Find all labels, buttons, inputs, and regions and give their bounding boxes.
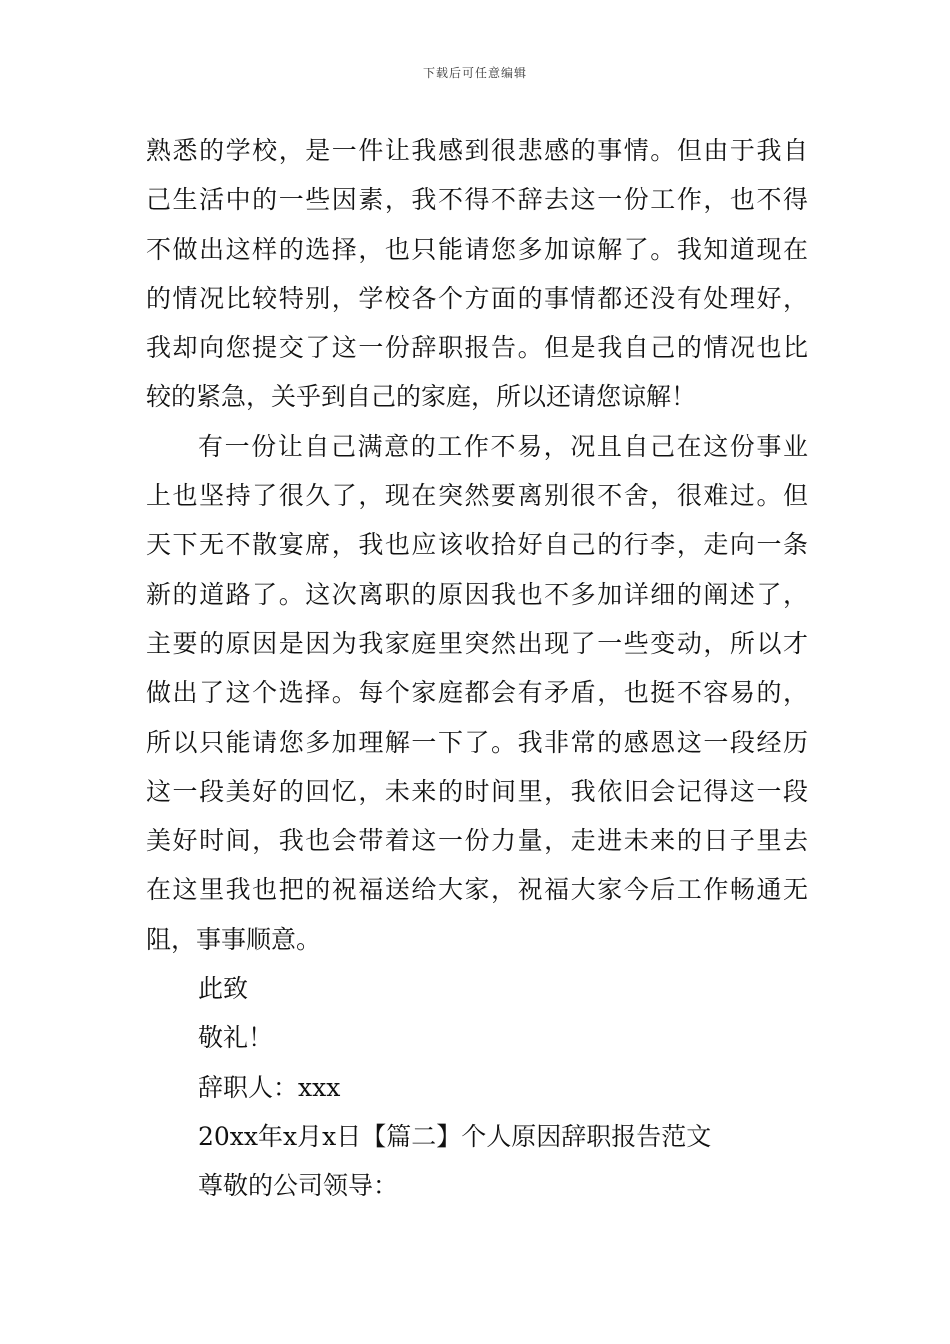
text-line: 天下无不散宴席，我也应该收拾好自己的行李，走向一条 — [146, 530, 808, 560]
text-line: 的情况比较特别，学校各个方面的事情都还没有处理好， — [146, 283, 808, 313]
text-line: 新的道路了。这次离职的原因我也不多加详细的阐述了， — [146, 579, 808, 609]
text-line: 这一段美好的回忆，未来的时间里，我依旧会记得这一段 — [146, 776, 808, 806]
text-line: 在这里我也把的祝福送给大家，祝福大家今后工作畅通无 — [146, 875, 808, 905]
text-line: 不做出这样的选择，也只能请您多加谅解了。我知道现在 — [146, 234, 808, 264]
text-line: 较的紧急，关乎到自己的家庭，所以还请您谅解！ — [146, 382, 697, 412]
page-header: 下载后可任意编辑 — [422, 66, 527, 80]
signer-line: 辞职人：xxx — [198, 1072, 341, 1102]
text-line: 所以只能请您多加理解一下了。我非常的感恩这一段经历 — [146, 727, 808, 757]
document-body — [146, 126, 808, 1211]
text-line: 美好时间，我也会带着这一份力量，走进未来的日子里去 — [146, 826, 808, 856]
letter-greeting: 尊敬的公司领导： — [198, 1171, 399, 1201]
text-line: 我却向您提交了这一份辞职报告。但是我自己的情况也比 — [146, 333, 808, 363]
paragraph-2 — [146, 422, 808, 964]
text-line: 上也坚持了很久了，现在突然要离别很不舍，很难过。但 — [146, 481, 808, 511]
closing-regards: 敬礼！ — [198, 1023, 274, 1053]
text-line: 熟悉的学校，是一件让我感到很悲感的事情。但由于我自 — [146, 136, 808, 165]
closing-salutation: 此致 — [198, 974, 249, 1004]
letter-closing — [146, 964, 808, 1210]
text-line: 主要的原因是因为我家庭里突然出现了一些变动，所以才 — [146, 628, 808, 658]
text-line: 有一份让自己满意的工作不易，况且自己在这份事业 — [198, 431, 808, 461]
text-line: 阻，事事顺意。 — [146, 924, 322, 954]
text-line: 做出了这个选择。每个家庭都会有矛盾，也挺不容易的， — [146, 678, 808, 708]
paragraph-1 — [146, 126, 808, 422]
date-and-section-title: 20xx年x月x日【篇二】个人原因辞职报告范文 — [198, 1121, 712, 1151]
text-line: 己生活中的一些因素，我不得不辞去这一份工作，也不得 — [146, 185, 808, 215]
